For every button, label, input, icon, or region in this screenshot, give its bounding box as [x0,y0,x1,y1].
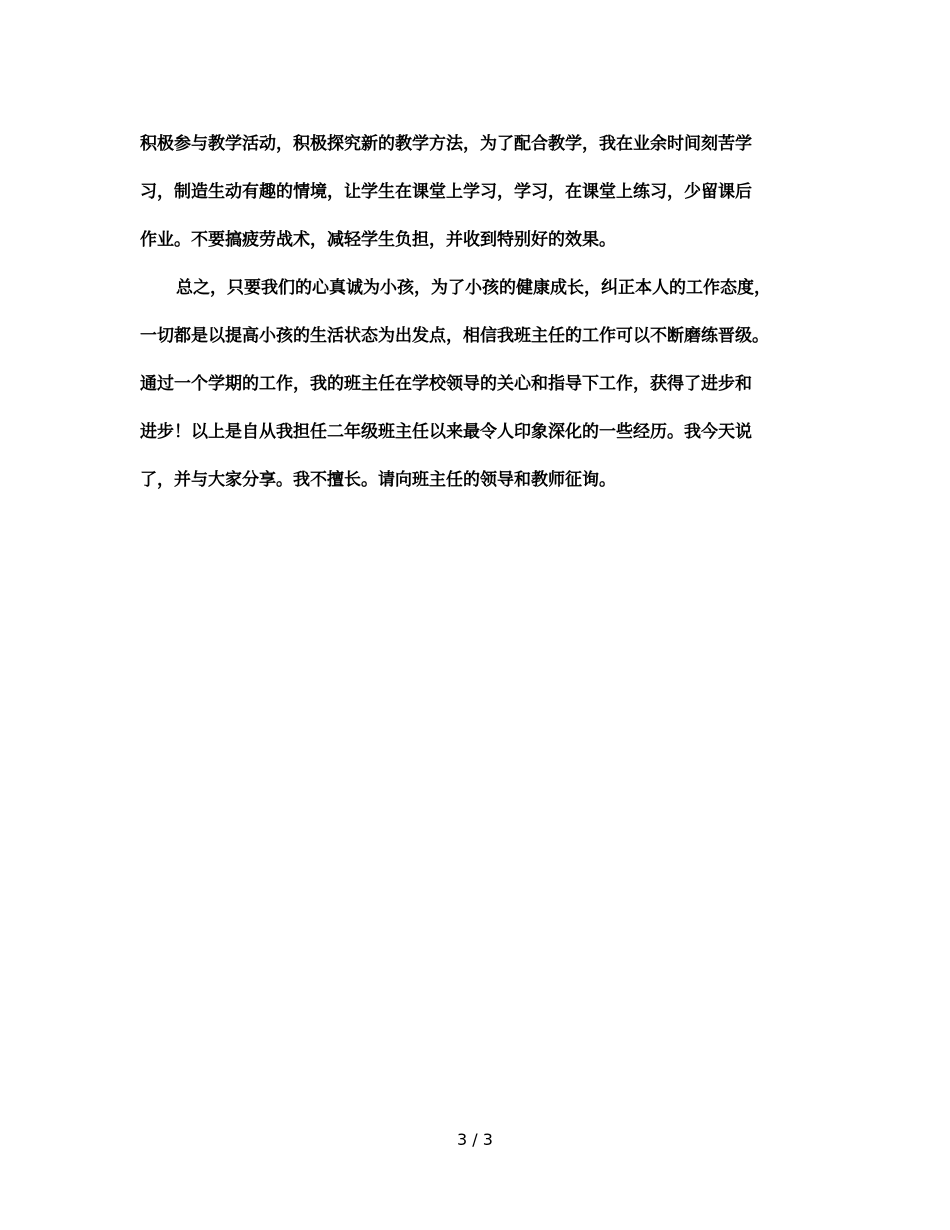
paragraph-line: 通过一个学期的工作，我的班主任在学校领导的关心和指导下工作，获得了进步和 [140,374,752,394]
paragraph-line: 一切都是以提高小孩的生活状态为出发点，相信我班主任的工作可以不断磨练晋级。 [140,326,769,346]
paragraph-line: 作业。不要搞疲劳战术，减轻学生负担，并收到特别好的效果。 [140,230,616,250]
paragraph-line: 总之，只要我们的心真诚为小孩，为了小孩的健康成长，纠正本人的工作态度， [176,278,771,298]
paragraph-line: 积极参与教学活动，积极探究新的教学方法，为了配合教学，我在业余时间刻苦学 [140,134,752,154]
paragraph-2 [140,269,830,509]
document-body [140,125,830,509]
page-number: 3 / 3 [457,1130,493,1149]
paragraph-line: 了，并与大家分享。我不擅长。请向班主任的领导和教师征询。 [140,470,616,490]
paragraph-line: 习，制造生动有趣的情境，让学生在课堂上学习，学习，在课堂上练习，少留课后 [140,182,752,202]
paragraph-line: 进步！以上是自从我担任二年级班主任以来最令人印象深化的一些经历。我今天说 [140,422,752,442]
paragraph-1 [140,125,830,269]
